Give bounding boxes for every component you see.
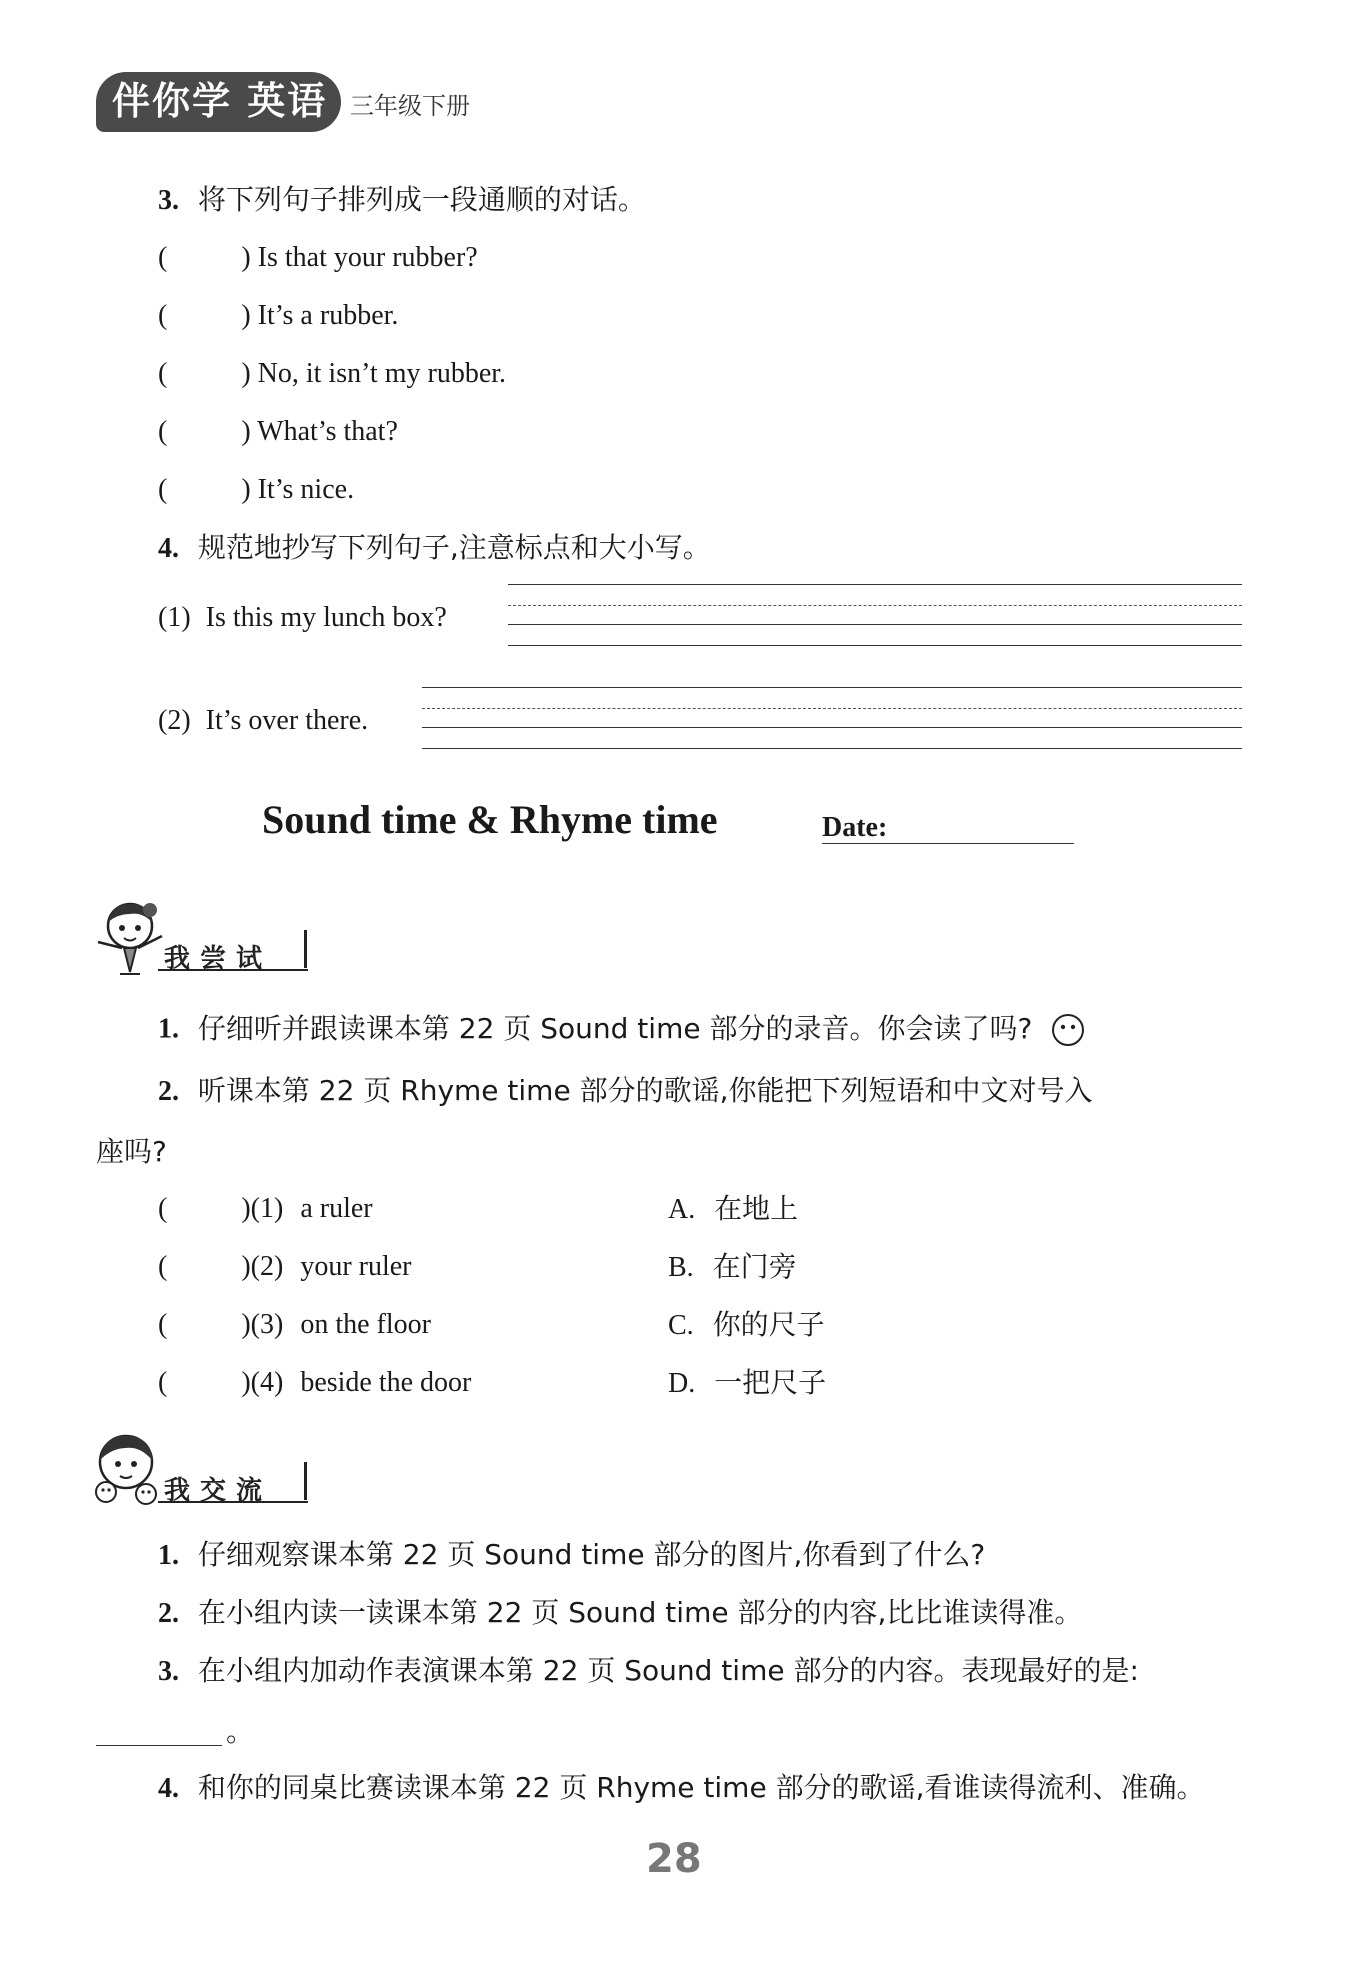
item-label: (1) [250,1193,284,1224]
match-option [668,1192,799,1225]
question-text: 听课本第 22 页 Rhyme time 部分的歌谣,你能把下列短语和中文对号入 [197,1074,1093,1107]
section-title: Sound time & Rhyme time [262,797,718,842]
paren-close: ) [241,1251,251,1282]
list-item [158,244,478,272]
question-text: 和你的同桌比赛读课本第 22 页 Rhyme time 部分的歌谣,看谁读得流利、准确。 [197,1771,1205,1804]
dialogue-sentence: It’s nice. [257,474,355,505]
paren-open: ( [158,474,168,505]
match-option [668,1366,827,1399]
copy-sentence: Is this my lunch box? [205,602,447,633]
badge-label: 我尝试 [164,944,273,974]
question-number: 3. [158,1656,179,1687]
question-number: 1. [158,1540,179,1571]
match-option [668,1308,825,1341]
paren-close: ) [241,242,251,273]
paren-close: ) [241,358,251,389]
item-label: (3) [250,1309,284,1340]
item-label: (1) [158,602,191,633]
option-meaning: 一把尺子 [714,1366,827,1399]
option-meaning: 在地上 [714,1192,799,1225]
question-number: 1. [158,1013,179,1045]
share-question-1 [158,1538,986,1571]
dialogue-sentence: No, it isn’t my rubber. [257,358,507,389]
badge-share [92,1430,332,1520]
paren-open: ( [158,300,168,331]
question-3 [158,183,646,216]
match-row [158,1311,431,1339]
question-4 [158,531,711,564]
phrase: beside the door [300,1367,472,1398]
paren-open: ( [158,1251,168,1282]
question-text-continued: 座吗? [96,1135,167,1168]
question-text: 在小组内读一读课本第 22 页 Sound time 部分的内容,比比谁读得准。 [197,1596,1083,1629]
share-question-3 [158,1654,1139,1687]
paren-open: ( [158,1193,168,1224]
dialogue-sentence: Is that your rubber? [257,242,478,273]
phrase: a ruler [300,1193,373,1224]
item-label: (2) [250,1251,284,1282]
question-text: 仔细观察课本第 22 页 Sound time 部分的图片,你看到了什么? [197,1538,986,1571]
page-number: 28 [646,1836,702,1882]
smiley-face-icon [1051,1013,1085,1047]
try-question-2 [158,1074,1093,1107]
dialogue-sentence: It’s a rubber. [257,300,399,331]
grade-label: 三年级下册 [350,92,470,120]
try-question-1 [158,1013,1085,1047]
date-label: Date: [822,812,888,843]
paren-close: ) [241,1309,251,1340]
mascot-kids-icon [92,1430,164,1512]
question-instruction: 将下列句子排列成一段通顺的对话。 [197,183,646,216]
question-number: 4. [158,533,179,564]
match-option [668,1250,797,1283]
match-row [158,1253,412,1281]
match-row [158,1369,471,1397]
list-item [158,476,354,504]
match-row [158,1195,373,1223]
item-label: (2) [158,705,191,736]
paren-open: ( [158,1367,168,1398]
copy-item-2 [158,707,368,735]
question-text: 在小组内加动作表演课本第 22 页 Sound time 部分的内容。表现最好的是: [197,1654,1139,1687]
paren-open: ( [158,1309,168,1340]
paren-open: ( [158,416,168,447]
answer-blank[interactable] [96,1745,222,1746]
share-question-2 [158,1596,1083,1629]
paren-close: ) [241,416,251,447]
copy-sentence: It’s over there. [205,705,369,736]
item-label: (4) [250,1367,284,1398]
option-meaning: 在门旁 [712,1250,797,1283]
book-title: 伴你学 英语 [96,72,341,132]
question-text: 仔细听并跟读课本第 22 页 Sound time 部分的录音。你会读了吗? [197,1011,1033,1045]
mascot-girl-icon [92,896,164,980]
phrase: on the floor [300,1309,431,1340]
date-blank[interactable] [822,843,1074,844]
sentence-end: 。 [226,1715,255,1748]
share-question-4 [158,1771,1205,1804]
list-item [158,302,398,330]
badge-label: 我交流 [164,1476,273,1506]
option-letter: C. [668,1310,694,1341]
question-number: 4. [158,1773,179,1804]
paren-close: ) [241,1193,251,1224]
paren-close: ) [241,1367,251,1398]
list-item [158,360,506,388]
paren-close: ) [241,300,251,331]
paren-close: ) [241,474,251,505]
question-number: 2. [158,1076,179,1107]
paren-open: ( [158,358,168,389]
option-letter: B. [668,1252,694,1283]
question-number: 2. [158,1598,179,1629]
option-meaning: 你的尺子 [712,1308,825,1341]
option-letter: D. [668,1368,696,1399]
phrase: your ruler [300,1251,412,1282]
paren-open: ( [158,242,168,273]
question-instruction: 规范地抄写下列句子,注意标点和大小写。 [197,531,711,564]
badge-try [92,896,332,986]
question-number: 3. [158,185,179,216]
copy-item-1 [158,604,447,632]
dialogue-sentence: What’s that? [257,416,398,447]
list-item [158,418,398,446]
option-letter: A. [668,1194,696,1225]
